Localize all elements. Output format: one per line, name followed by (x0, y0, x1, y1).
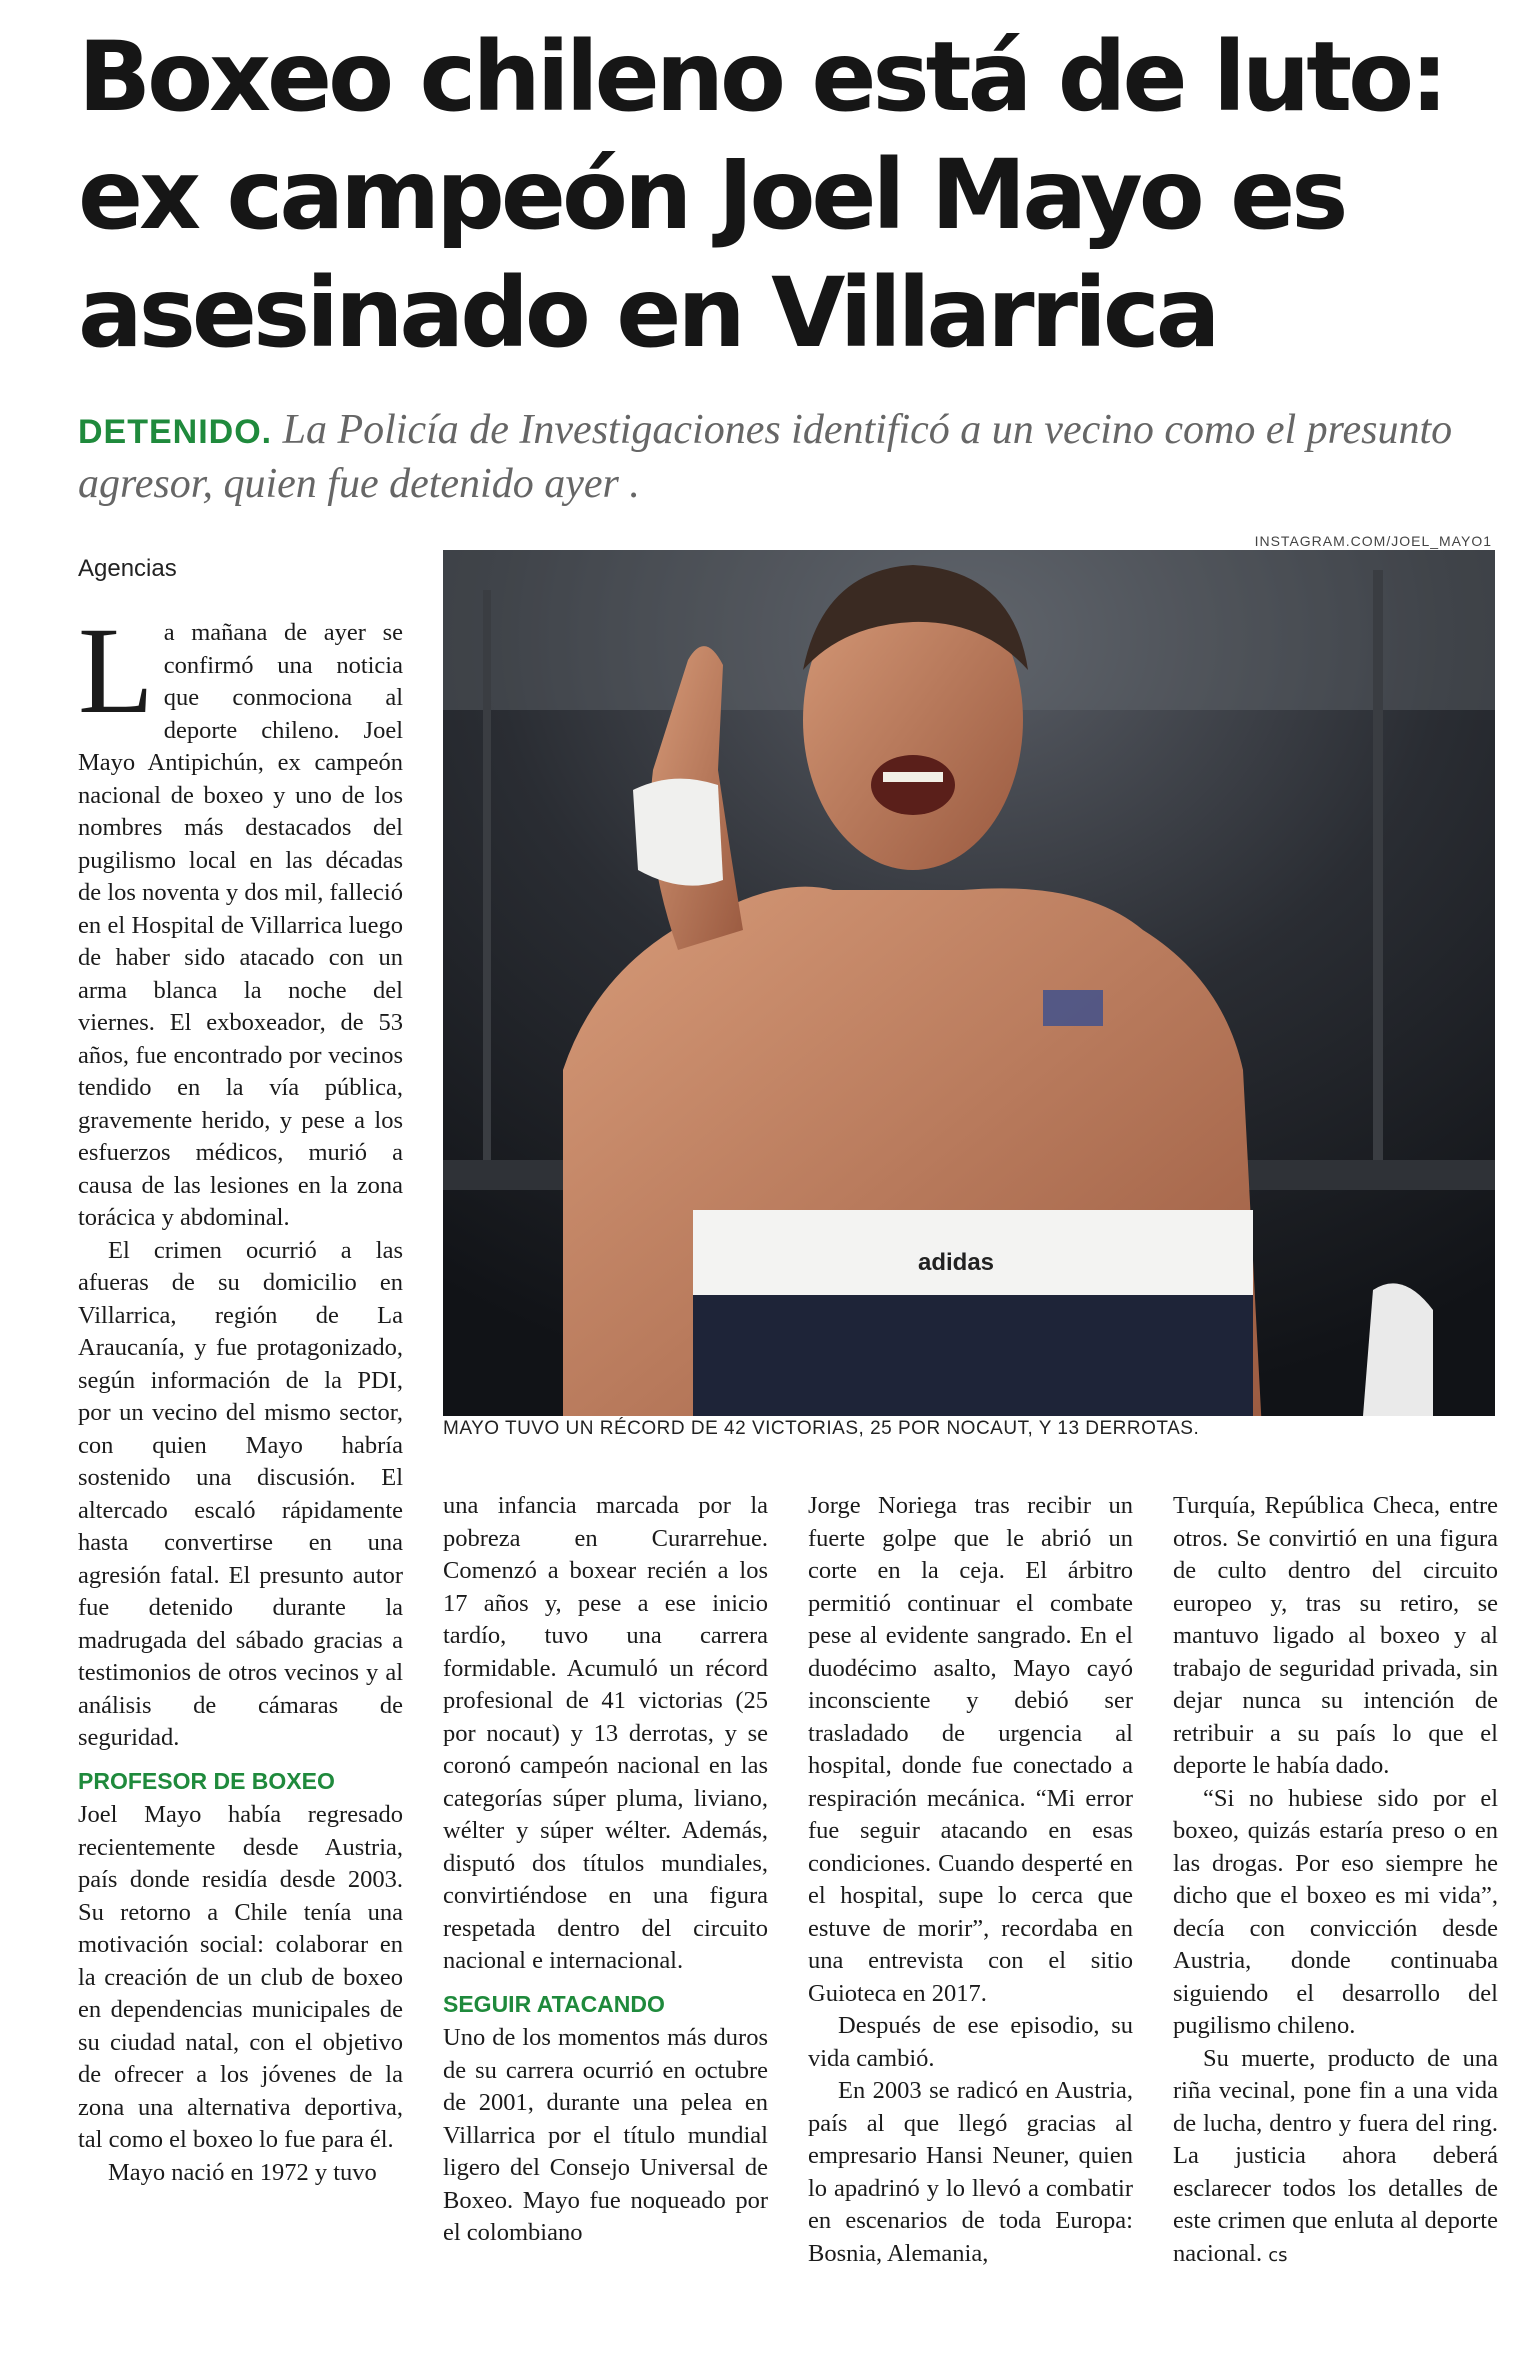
paragraph: En 2003 se radicó en Austria, país al que llegó gracias al empresario Hansi Neuner, quien lo apadrinó y lo llevó a combatir en escenarios de toda Europa: Bosnia, Alemania, (808, 2077, 1133, 2267)
photo-caption: MAYO TUVO UN RÉCORD DE 42 VICTORIAS, 25 POR NOCAUT, Y 13 DERROTAS. (443, 1418, 1200, 1439)
deck-text: La Policía de Investigaciones identificó a un vecino como el presunto agresor, quien fue detenido ayer . (78, 407, 1453, 507)
article-column-3 (808, 1490, 1133, 2270)
paragraph: Uno de los momentos más duros de su carrera ocurrió en octubre de 2001, durante una pelea en Villarrica por el título mundial ligero del Consejo Universal de Boxeo. Mayo fue noqueado por el colombiano (443, 2024, 768, 2246)
article-column-2 (443, 1490, 768, 2250)
paragraph: El crimen ocurrió a las afueras de su domicilio en Villarrica, región de La Araucanía, y fue protagonizado, según información de la PDI, por un vecino del mismo sector, con quien Mayo habría sostenido una discusión. El altercado escaló rápidamente hasta convertirse en una agresión fatal. El presunto autor fue detenido durante la madrugada del sábado gracias a testimonios de otros vecinos y al análisis de cámaras de seguridad. (78, 1236, 403, 1751)
article-column-4 (1173, 1490, 1498, 2272)
paragraph: “Si no hubiese sido por el boxeo, quizás estaría preso o en las drogas. Por eso siempre he dicho que el boxeo es mi vida”, decía con convicción desde Austria, donde continuaba siguiendo el desarrollo del pugilismo chileno. (1173, 1784, 1498, 2039)
headline-line-2: ex campeón Joel Mayo es (78, 139, 1345, 251)
paragraph: Después de ese episodio, su vida cambió. (808, 2012, 1133, 2072)
headline-line-3: asesinado en Villarrica (78, 257, 1217, 369)
headline (78, 18, 1498, 372)
subhead-seguir-atacando: SEGUIR ATACANDO (443, 1990, 665, 2017)
deck (78, 404, 1498, 510)
shorts-brand: adidas (918, 1249, 995, 1276)
subhead-profesor-de-boxeo: PROFESOR DE BOXEO (78, 1767, 335, 1794)
paragraph: Jorge Noriega tras recibir un fuerte golpe que le abrió un corte en la ceja. El árbitro permitió continuar el combate pese al evidente sangrado. En el duodécimo asalto, Mayo cayó inconsciente y debió ser trasladado de urgencia al hospital, donde fue conectado a respiración mecánica. “Mi error fue seguir atacando en esas condiciones. Cuando desperté en el hospital, supe lo cerca que estuve de morir”, recordaba en una entrevista con el sitio Guioteca en 2017. (808, 1492, 1133, 2007)
paragraph-final-text: Su muerte, producto de una riña vecinal, pone fin a una vida de lucha, dentro y fuera del ring. La justicia ahora deberá esclarecer todos los detalles de este crimen que enluta al deporte nacional. (1173, 2044, 1498, 2267)
paragraph-lead-text: a mañana de ayer se confirmó una noticia que conmociona al deporte chileno. Joel Mayo Antipichún, ex campeón nacional de boxeo y uno de los nombres más destacados del pugilismo local en las décadas de los noventa y dos mil, falleció en el Hospital de Villarrica luego de haber sido atacado con un arma blanca la noche del viernes. El exboxeador, de 53 años, fue encontrado por vecinos tendido en la vía pública, gravemente herido, y pese a los esfuerzos médicos, murió a causa de las lesiones en la zona torácica y abdominal. (78, 619, 403, 1231)
paragraph: una infancia marcada por la pobreza en Curarrehue. Comenzó a boxear recién a los 17 años y, pese a ese inicio tardío, tuvo una carrera formidable. Acumuló un récord profesional de 41 victorias (25 por nocaut) y 13 derrotas, y se coronó campeón nacional en las categorías súper pluma, liviano, wélter y súper wélter. Además, disputó dos títulos mundiales, convirtiéndose en una figura respetada dentro del circuito nacional e internacional. (443, 1492, 768, 1974)
paragraph: Joel Mayo había regresado recientemente desde Austria, país donde residía desde 2003. Su retorno a Chile tenía una motivación social: colaborar en la creación de un club de boxeo en dependencias municipales de su ciudad natal, con el objetivo de ofrecer a los jóvenes de la zona una alternativa deportiva, tal como el boxeo lo fue para él. (78, 1801, 403, 2153)
deck-kicker: DETENIDO. (78, 413, 273, 451)
article-column-1 (78, 602, 403, 2189)
dropcap: L (78, 602, 154, 739)
headline-line-1: Boxeo chileno está de luto: (78, 21, 1445, 133)
boxer-illustration (443, 550, 1495, 1416)
paragraph: Mayo nació en 1972 y tuvo (108, 2158, 377, 2186)
paragraph-final (1173, 2043, 1498, 2273)
byline: Agencias (78, 555, 177, 582)
boxer-photo (443, 550, 1495, 1416)
end-mark-icon: cs (1268, 2244, 1288, 2266)
paragraph: Turquía, República Checa, entre otros. Se convirtió en una figura de culto dentro del circuito europeo y, tras su retiro, se mantuvo ligado al boxeo y al trabajo de seguridad privada, sin dejar nunca su intención de retribuir a su país lo que el deporte le había dado. (1173, 1492, 1498, 1779)
photo-credit: INSTAGRAM.COM/JOEL_MAYO1 (1254, 533, 1492, 549)
paragraph-lead (78, 602, 403, 1235)
